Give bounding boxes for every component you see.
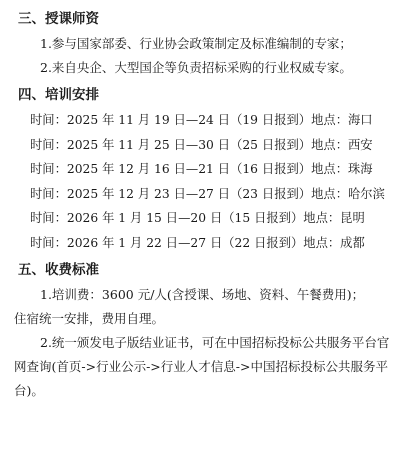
instructor-item-2: 2.来自央企、大型国企等负责招标采购的行业权威专家。 (40, 60, 352, 75)
instructor-item-1: 1.参与国家部委、行业协会政策制定及标准编制的专家； (40, 36, 352, 51)
section-heading-schedule: 四、培训安排 (18, 87, 99, 103)
schedule-item-harbin: 时间：2025 年 12 月 23 日—27 日（23 日报到）地点：哈尔滨 (30, 186, 385, 201)
schedule-item-xian: 时间：2025 年 11 月 25 日—30 日（25 日报到）地点：西安 (30, 137, 373, 152)
certificate-paragraph: 2.统一颁发电子版结业证书，可在中国招标投标公共服务平台官网查询(首页->行业公示->行业人才信息->中国招标投标公共服务平台)。 (14, 335, 390, 398)
schedule-item-kunming: 时间：2026 年 1 月 15 日—20 日（15 日报到）地点：昆明 (30, 211, 365, 225)
section-heading-fees: 五、收费标准 (18, 262, 99, 278)
fee-line-1: 1.培训费：3600 元/人(含授课、场地、资料、午餐费用)； (40, 287, 365, 302)
schedule-item-chengdu: 时间：2026 年 1 月 22 日—27 日（22 日报到）地点：成都 (30, 235, 365, 250)
section-heading-instructors: 三、授课师资 (18, 11, 99, 27)
schedule-item-haikou: 时间：2025 年 11 月 19 日—24 日（19 日报到）地点：海口 (30, 113, 373, 127)
fee-line-2: 住宿统一安排，费用自理。 (14, 311, 165, 326)
schedule-item-zhuhai: 时间：2025 年 12 月 16 日—21 日（16 日报到）地点：珠海 (30, 162, 373, 176)
